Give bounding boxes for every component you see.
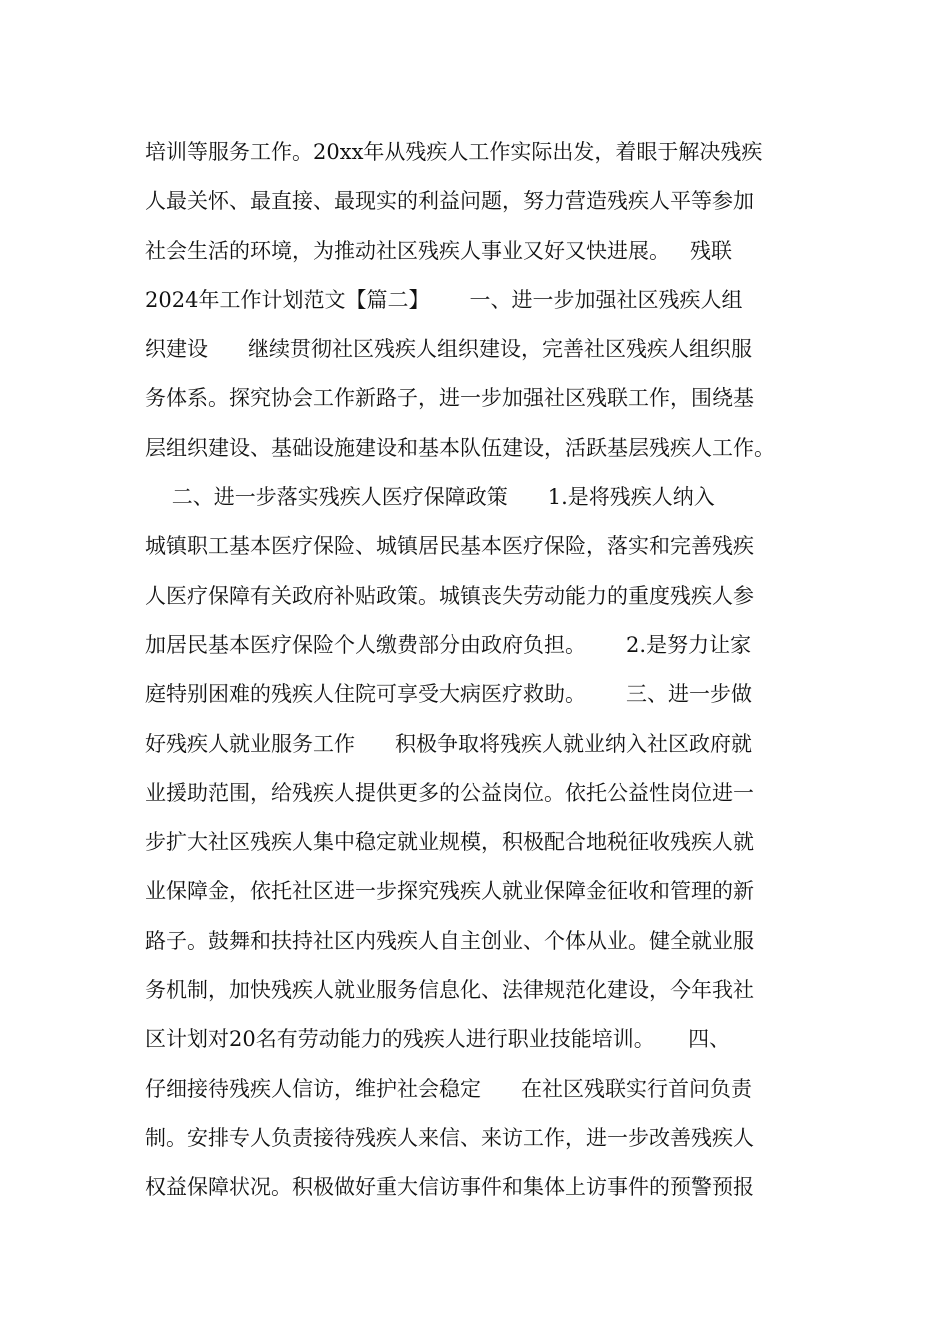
text-line: 社会生活的环境，为推动社区残疾人事业又好又快进展。 残联 <box>145 238 733 263</box>
text-line: 人医疗保障有关政府补贴政策。城镇丧失劳动能力的重度残疾人参 <box>145 583 754 608</box>
text-line: 2024年工作计划范文【篇二】 一、进一步加强社区残疾人组 <box>145 287 743 312</box>
text-line: 织建设 继续贯彻社区残疾人组织建设，完善社区残疾人组织服 <box>145 337 753 362</box>
text-line: 务机制，加快残疾人就业服务信息化、法律规范化建设，今年我社 <box>145 978 754 1003</box>
text-line: 庭特别困难的残疾人住院可享受大病医疗救助。 三、进一步做 <box>145 682 753 707</box>
text-line: 区计划对20名有劳动能力的残疾人进行职业技能培训。 四、 <box>145 1027 731 1052</box>
text-line: 好残疾人就业服务工作 积极争取将残疾人就业纳入社区政府就 <box>145 731 753 756</box>
text-line: 仔细接待残疾人信访，维护社会稳定 在社区残联实行首问负责 <box>145 1076 753 1101</box>
text-line: 培训等服务工作。20xx年从残疾人工作实际出发，着眼于解决残疾 <box>145 140 763 164</box>
text-line: 权益保障状况。积极做好重大信访事件和集体上访事件的预警预报 <box>145 1175 754 1200</box>
body-text <box>145 128 825 1213</box>
text-line: 业保障金，依托社区进一步探究残疾人就业保障金征收和管理的新 <box>145 879 754 904</box>
text-line: 步扩大社区残疾人集中稳定就业规模，积极配合地税征收残疾人就 <box>145 830 754 855</box>
text-line: 务体系。探究协会工作新路子，进一步加强社区残联工作，围绕基 <box>145 386 754 411</box>
text-line: 二、进一步落实残疾人医疗保障政策 1.是将残疾人纳入 <box>145 485 715 510</box>
text-line: 制。安排专人负责接待残疾人来信、来访工作，进一步改善残疾人 <box>145 1125 754 1150</box>
text-line: 城镇职工基本医疗保险、城镇居民基本医疗保险，落实和完善残疾 <box>145 534 754 559</box>
text-line: 层组织建设、基础设施建设和基本队伍建设，活跃基层残疾人工作。 <box>145 435 775 460</box>
text-line: 路子。鼓舞和扶持社区内残疾人自主创业、个体从业。健全就业服 <box>145 928 754 953</box>
text-line: 加居民基本医疗保险个人缴费部分由政府负担。 2.是努力让家 <box>145 632 752 657</box>
text-line: 人最关怀、最直接、最现实的利益问题，努力营造残疾人平等参加 <box>145 189 754 214</box>
text-line: 业援助范围，给残疾人提供更多的公益岗位。依托公益性岗位进一 <box>145 780 754 805</box>
